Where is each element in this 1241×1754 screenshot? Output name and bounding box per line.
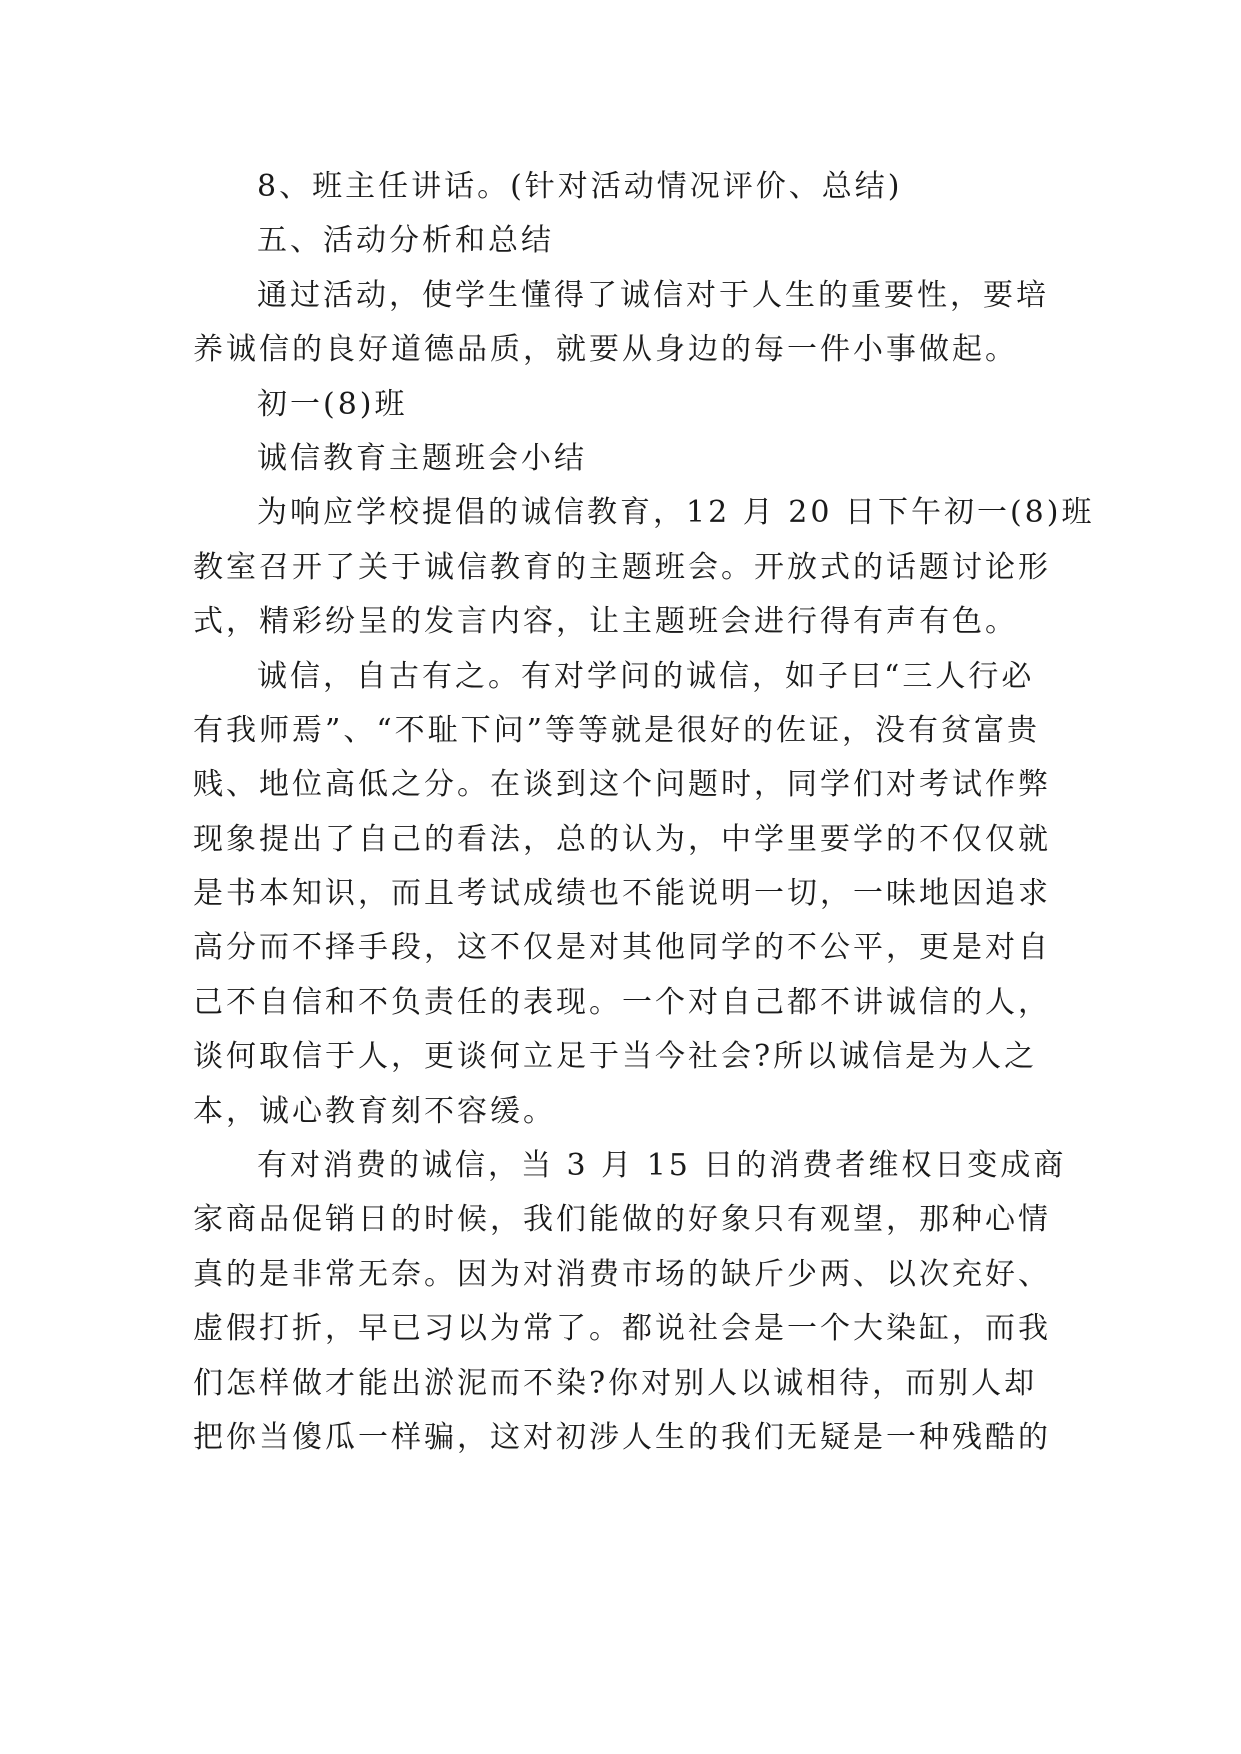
paragraph-line: 谈何取信于人，更谈何立足于当今社会?所以诚信是为人之: [193, 1039, 1038, 1075]
paragraph-line: 有对消费的诚信，当 3 月 15 日的消费者维权日变成商: [257, 1148, 1067, 1184]
document-title: 诚信教育主题班会小结: [257, 440, 587, 476]
paragraph-line: 8、班主任讲话。(针对活动情况评价、总结): [257, 169, 903, 204]
paragraph-line: 有我师焉”、“不耻下问”等等就是很好的佐证，没有贫富贵: [193, 712, 1041, 748]
paragraph-line: 己不自信和不负责任的表现。一个对自己都不讲诚信的人，: [193, 984, 1051, 1020]
paragraph-line: 式，精彩纷呈的发言内容，让主题班会进行得有声有色。: [193, 604, 1018, 640]
class-label: 初一(8)班: [257, 386, 408, 422]
section-heading: 五、活动分析和总结: [257, 223, 554, 259]
paragraph-line: 们怎样做才能出淤泥而不染?你对别人以诚相待，而别人却: [193, 1365, 1038, 1401]
paragraph-line: 高分而不择手段，这不仅是对其他同学的不公平，更是对自: [193, 930, 1051, 966]
paragraph-line: 教室召开了关于诚信教育的主题班会。开放式的话题讨论形: [193, 549, 1051, 585]
paragraph-line: 是书本知识，而且考试成绩也不能说明一切，一味地因追求: [193, 876, 1051, 912]
document-body: [193, 160, 1095, 1465]
paragraph-line: 诚信，自古有之。有对学问的诚信，如子曰“三人行必: [257, 658, 1035, 694]
paragraph-line: 把你当傻瓜一样骗，这对初涉人生的我们无疑是一种残酷的: [193, 1419, 1051, 1455]
paragraph-line: 养诚信的良好道德品质，就要从身边的每一件小事做起。: [193, 332, 1018, 368]
paragraph-line: 真的是非常无奈。因为对消费市场的缺斤少两、以次充好、: [193, 1256, 1051, 1292]
paragraph-line: 为响应学校提倡的诚信教育，12 月 20 日下午初一(8)班: [257, 495, 1095, 531]
paragraph-line: 贱、地位高低之分。在谈到这个问题时，同学们对考试作弊: [193, 767, 1051, 803]
paragraph-line: 虚假打折，早已习以为常了。都说社会是一个大染缸，而我: [193, 1311, 1051, 1347]
paragraph-line: 本，诚心教育刻不容缓。: [193, 1093, 556, 1129]
paragraph-line: 家商品促销日的时候，我们能做的好象只有观望，那种心情: [193, 1202, 1051, 1238]
paragraph-line: 通过活动，使学生懂得了诚信对于人生的重要性，要培: [257, 277, 1049, 313]
paragraph-line: 现象提出了自己的看法，总的认为，中学里要学的不仅仅就: [193, 821, 1051, 857]
